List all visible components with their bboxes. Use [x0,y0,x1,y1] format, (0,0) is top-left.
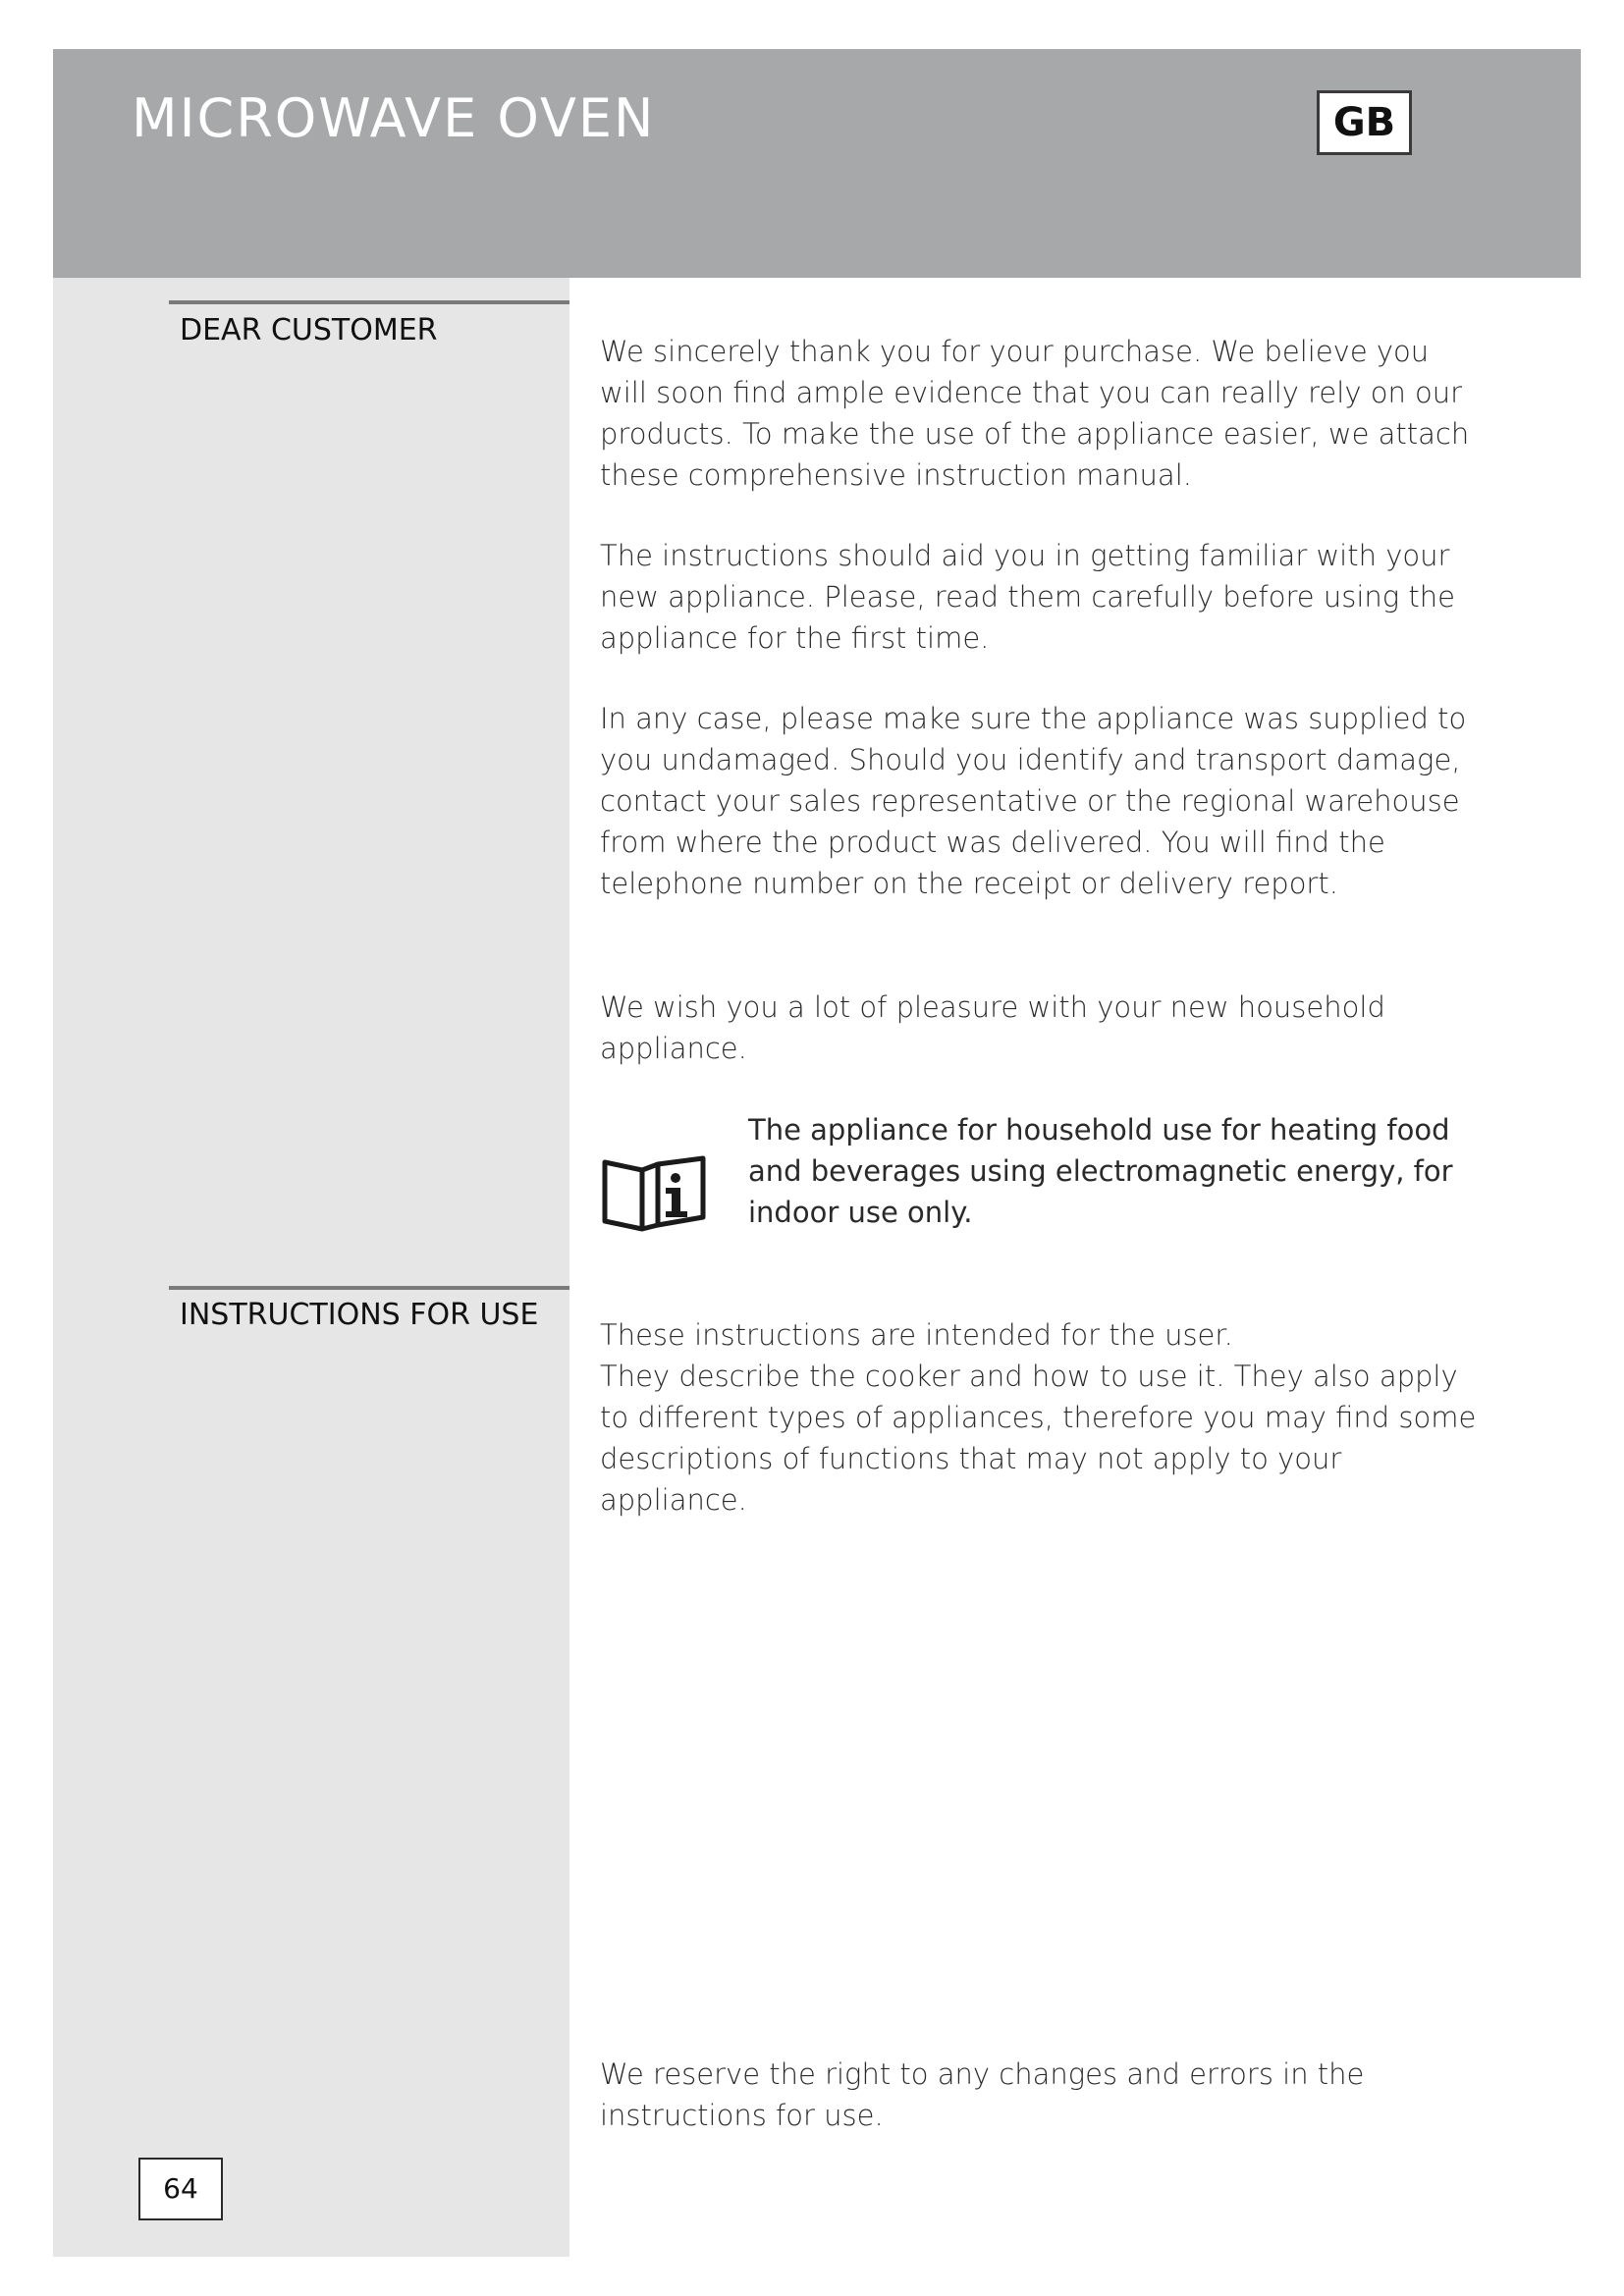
page-number: 64 [138,2158,223,2220]
appliance-use-note: The appliance for household use for heating food and beverages using electromagnetic energy, for indoor use only. [748,1113,1453,1229]
disclaimer-text: We reserve the right to any changes and errors in the instructions for use. [600,2057,1365,2132]
section-divider [169,1286,569,1290]
info-book-icon [601,1154,709,1233]
sidebar-column [53,278,569,2257]
paragraph-thank-you: We sincerely thank you for your purchase. We believe you will soon find ample evidence that you can really rely on our products. To make the use of the appliance easier, we attach these comprehensive instruction manual. [600,335,1470,492]
language-badge: GB [1317,90,1412,155]
page-header [53,49,1581,278]
paragraph-intended-user: These instructions are intended for the user. [600,1318,1233,1352]
paragraph-describe-cooker: They describe the cooker and how to use it. They also apply to different types of appliances, therefore you may find some descriptions of functions that may not apply to your appliance. [600,1360,1477,1517]
document-title: MICROWAVE OVEN [132,87,656,149]
paragraph-pleasure: We wish you a lot of pleasure with your new household appliance. [600,990,1385,1065]
section-heading-dear-customer: DEAR CUSTOMER [180,313,438,347]
paragraph-instructions-aid: The instructions should aid you in getting familiar with your new appliance. Please, read them carefully before using the appliance for the first time. [600,539,1455,655]
section-heading-instructions-for-use: INSTRUCTIONS FOR USE [180,1298,539,1332]
section-divider [169,300,569,304]
paragraph-undamaged: In any case, please make sure the appliance was supplied to you undamaged. Should you identify and transport damage, contact your sales representative or the regional warehouse from where the product was delivered. You will find the telephone number on the receipt or delivery report. [600,702,1467,900]
